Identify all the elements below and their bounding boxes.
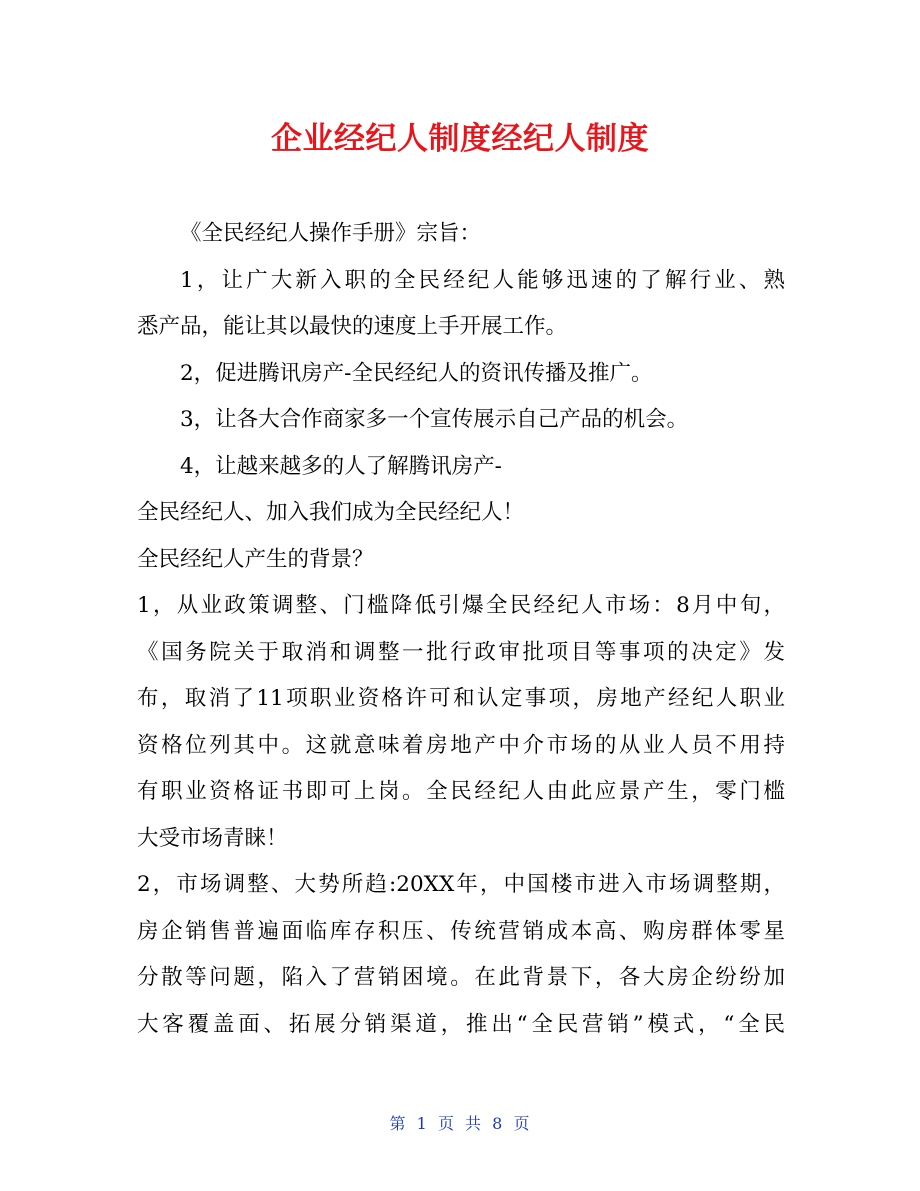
text-line: 房企销售普遍面临库存积压、传统营销成本高、购房群体零星 — [137, 918, 785, 944]
text-line: 《国务院关于取消和调整一批行政审批项目等事项的决定》发 — [137, 639, 785, 665]
document-body — [137, 211, 785, 1048]
text-line: 4，让越来越多的人了解腾讯房产- — [180, 453, 502, 479]
footer-label-after: 页 — [513, 1114, 531, 1133]
text-line: 2，市场调整、大势所趋:20XX年，中国楼市进入市场调整期， — [137, 872, 785, 897]
page-footer — [0, 1112, 920, 1136]
text-line: 大客覆盖面、拓展分销渠道，推出“全民营销”模式，“全民 — [137, 1011, 785, 1037]
footer-label-before: 第 — [389, 1114, 407, 1133]
text-line: 全民经纪人、加入我们成为全民经纪人！ — [137, 500, 525, 525]
text-line: 1，从业政策调整、门槛降低引爆全民经纪人市场：8月中旬， — [137, 593, 785, 618]
text-line: 分散等问题，陷入了营销困境。在此背景下，各大房企纷纷加 — [137, 965, 785, 990]
text-line: 3，让各大合作商家多一个宣传展示自己产品的机会。 — [180, 407, 689, 432]
text-line: 布，取消了11项职业资格许可和认定事项，房地产经纪人职业 — [137, 686, 785, 711]
text-line: 2，促进腾讯房产-全民经纪人的资讯传播及推广。 — [180, 360, 653, 386]
text-line: 资格位列其中。这就意味着房地产中介市场的从业人员不用持 — [137, 732, 785, 758]
footer-current-page: 1 — [416, 1114, 428, 1133]
text-line: 全民经纪人产生的背景？ — [137, 546, 374, 572]
text-line: 有职业资格证书即可上岗。全民经纪人由此应景产生，零门槛 — [137, 779, 785, 804]
text-line: 大受市场青睐！ — [137, 825, 288, 851]
text-line: 《全民经纪人操作手册》宗旨： — [180, 221, 482, 246]
footer-label-total: 共 — [465, 1114, 483, 1133]
document-title: 企业经纪人制度经纪人制度 — [271, 121, 649, 157]
text-line: 悉产品，能让其以最快的速度上手开展工作。 — [137, 314, 568, 339]
footer-total-pages: 8 — [492, 1114, 504, 1133]
footer-label-page: 页 — [437, 1114, 455, 1133]
text-line: 1，让广大新入职的全民经纪人能够迅速的了解行业、熟 — [180, 267, 785, 293]
